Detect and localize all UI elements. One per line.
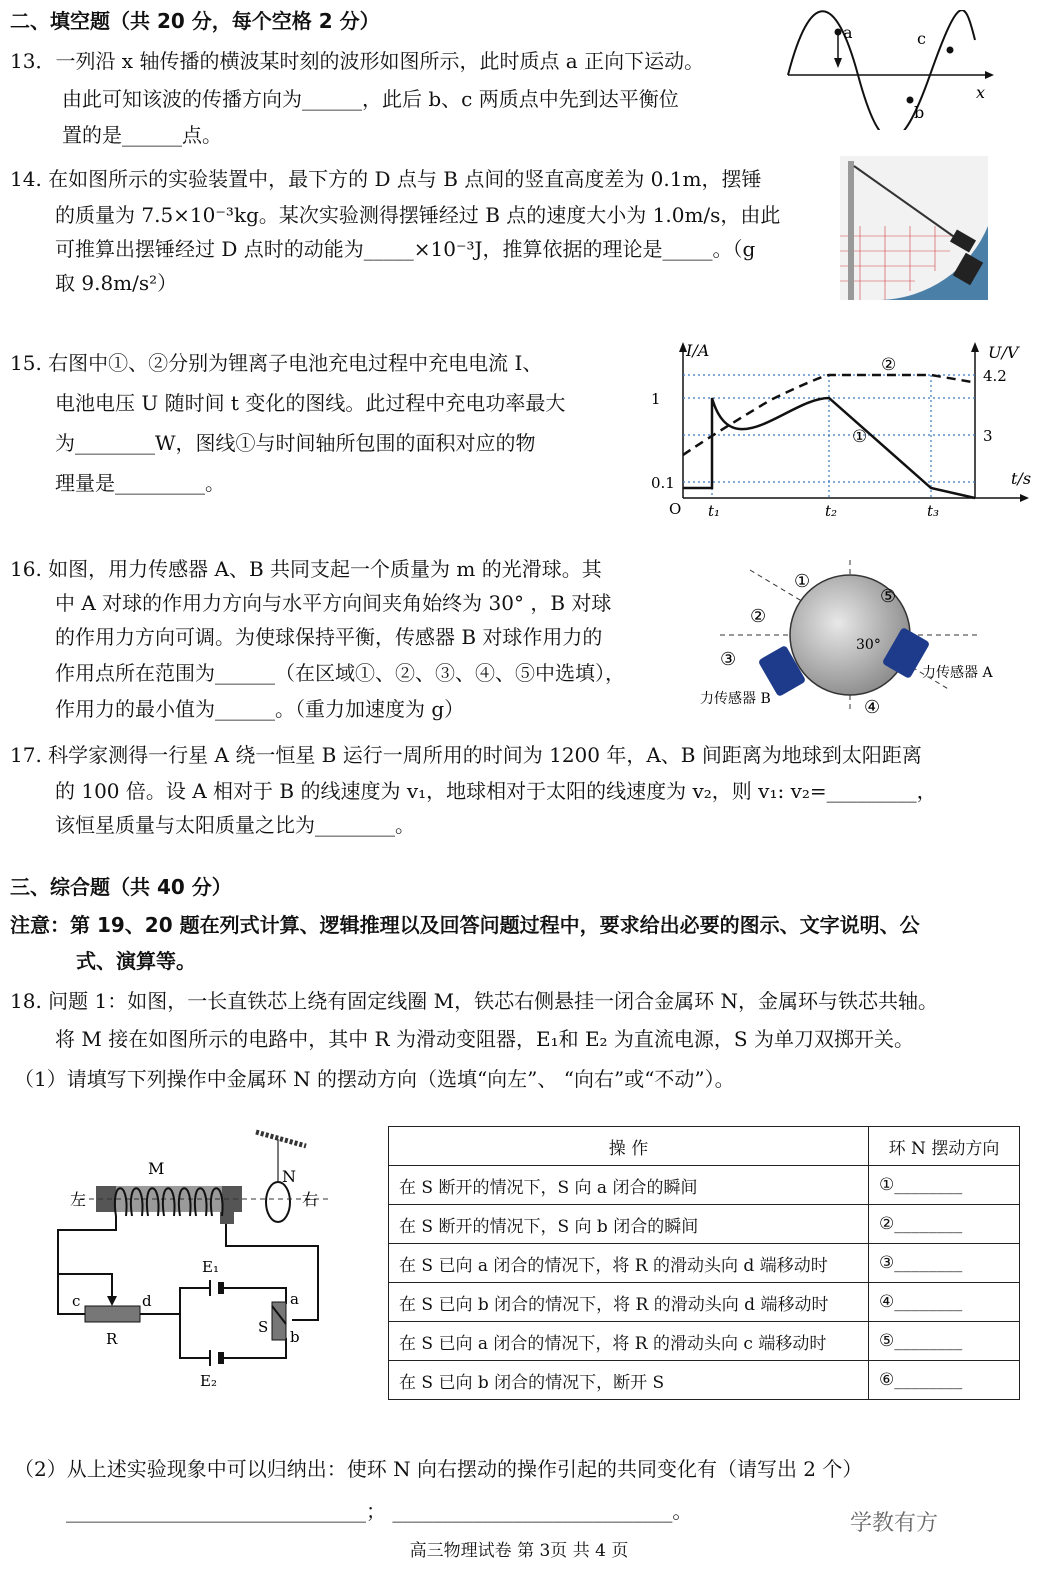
answer-blank[interactable]: ⑤________: [869, 1322, 1020, 1361]
table-row: [389, 1166, 1020, 1205]
series-label-1: ①: [852, 427, 868, 447]
region-2: ②: [750, 606, 767, 627]
battery-e2-minus: [218, 1352, 224, 1364]
q16-line5: 作用力的最小值为______。（重力加速度为 g）: [55, 697, 465, 721]
header-direction: 环 N 摆动方向: [869, 1127, 1020, 1166]
region-1: ①: [794, 571, 811, 592]
op-cell: 在 S 断开的情况下，S 向 b 闭合的瞬间: [389, 1205, 869, 1244]
label-a: a: [290, 1290, 299, 1308]
region-3: ③: [720, 649, 737, 670]
q18-line1: 18. 问题 1：如图，一长直铁芯上绕有固定线圈 M，铁芯右侧悬挂一闭合金属环 N，金属环与铁芯共轴。: [10, 989, 938, 1013]
op-cell: 在 S 已向 b 闭合的情况下，断开 S: [389, 1361, 869, 1400]
point-a: [835, 29, 842, 36]
ytick-right-1: 4.2: [983, 367, 1007, 385]
table-row: [389, 1361, 1020, 1400]
q17-line2: 的 100 倍。设 A 相对于 B 的线速度为 v₁，地球相对于太阳的线速度为 v₂，则 v₁: v₂=_________，: [55, 779, 937, 803]
label-b: b: [914, 103, 925, 122]
note-line2: 式、演算等。: [76, 949, 196, 973]
answer-blank[interactable]: ③________: [869, 1244, 1020, 1283]
q13-line2: 由此可知该波的传播方向为______，此后 b、c 两质点中先到达平衡位: [62, 87, 679, 111]
table-row: [389, 1283, 1020, 1322]
watermark: 学教有方: [850, 1511, 939, 1536]
answer-blank[interactable]: ②________: [869, 1205, 1020, 1244]
t-axis-arrow-icon: [1020, 494, 1029, 502]
pendulum-apparatus-photo: [840, 156, 988, 300]
series-current-line: [683, 398, 975, 498]
operations-table: [388, 1126, 1020, 1400]
note-line1: 注意：第 19、20 题在列式计算、逻辑推理以及回答问题过程中，要求给出必要的图示、文字说明、公: [10, 913, 920, 937]
x-axis-arrow-icon: [985, 71, 994, 79]
q16-line2: 中 A 对球的作用力方向与水平方向间夹角始终为 30° ，B 对球: [55, 591, 612, 615]
q14-line3: 可推算出摆锤经过 D 点时的动能为_____×10⁻³J，推算依据的理论是_____。（g: [55, 237, 756, 261]
label-m: M: [148, 1159, 165, 1178]
q16-line1: 16. 如图，用力传感器 A、B 共同支起一个质量为 m 的光滑球。其: [10, 557, 602, 581]
q14-line1: 14. 在如图所示的实验装置中，最下方的 D 点与 B 点间的竖直高度差为 0.1m，摆锤: [10, 167, 762, 191]
label-s: S: [258, 1318, 269, 1336]
table-row: [389, 1244, 1020, 1283]
region-4: ④: [864, 697, 881, 718]
header-operation: 操 作: [389, 1127, 869, 1166]
ylabel-left: I/A: [686, 341, 710, 360]
slider-arrow-icon: [107, 1296, 117, 1306]
answer-blank[interactable]: ④________: [869, 1283, 1020, 1322]
ytick-left-1: 1: [651, 390, 661, 408]
wave-curve: [788, 10, 975, 130]
ylabel-right: U/V: [988, 343, 1019, 362]
q17-line3: 该恒星质量与太阳质量之比为________。: [55, 813, 415, 837]
q13-line1: 13．一列沿 x 轴传播的横波某时刻的波形如图所示，此时质点 a 正向下运动。: [10, 49, 705, 73]
rheostat-r: [85, 1306, 140, 1322]
ball-sensor-figure: [690, 560, 1010, 720]
section3-heading: 三、综合题（共 40 分）: [10, 875, 232, 899]
xtick-t3: t₃: [927, 502, 940, 520]
current-voltage-chart: [645, 338, 1035, 520]
table-header-row: [389, 1127, 1020, 1166]
label-left: 左: [70, 1190, 87, 1209]
circuit-diagram: [50, 1124, 370, 1386]
label-a: a: [843, 23, 853, 42]
label-e1: E₁: [202, 1258, 219, 1276]
label-c: c: [72, 1292, 81, 1310]
q15-line1: 15. 右图中①、②分别为锂离子电池充电过程中充电电流 I、: [10, 351, 543, 375]
label-d: d: [142, 1292, 152, 1310]
battery-e1-minus: [218, 1282, 224, 1294]
xtick-t1: t₁: [708, 502, 721, 520]
q13-line3: 置的是______点。: [62, 123, 222, 147]
q14-line4: 取 9.8m/s²）: [55, 271, 178, 295]
q14-line2: 的质量为 7.5×10⁻³kg。某次实验测得摆锤经过 B 点的速度大小为 1.0m/s，由此: [55, 203, 781, 227]
guide-lines: [683, 375, 975, 498]
answer-lines[interactable]: ______________________________； ____________________________。: [66, 1499, 693, 1523]
label-b: b: [290, 1328, 300, 1346]
page-footer: 高三物理试卷 第 3页 共 4 页: [409, 1541, 629, 1561]
ceiling-support: [256, 1132, 306, 1146]
label-c: c: [917, 29, 926, 48]
op-cell: 在 S 已向 a 闭合的情况下，将 R 的滑动头向 d 端移动时: [389, 1244, 869, 1283]
q18-line2: 将 M 接在如图所示的电路中，其中 R 为滑动变阻器，E₁和 E₂ 为直流电源，S 为单刀双掷开关。: [55, 1027, 914, 1051]
u-axis-arrow-icon: [971, 342, 979, 352]
xtick-o: O: [669, 500, 682, 518]
op-cell: 在 S 断开的情况下，S 向 a 闭合的瞬间: [389, 1166, 869, 1205]
ytick-left-0: 0.1: [651, 474, 675, 492]
wave-figure: [780, 10, 1000, 130]
q15-line4: 理量是_________。: [55, 471, 225, 495]
label-x: x: [976, 83, 986, 102]
label-right: 右: [302, 1190, 319, 1209]
op-cell: 在 S 已向 a 闭合的情况下，将 R 的滑动头向 c 端移动时: [389, 1322, 869, 1361]
label-r: R: [106, 1330, 118, 1348]
region-5: ⑤: [880, 586, 897, 607]
q18-part2: （2）从上述实验现象中可以归纳出：使环 N 向右摆动的操作引起的共同变化有（请写出 2 个）: [14, 1457, 863, 1481]
answer-blank[interactable]: ⑥________: [869, 1361, 1020, 1400]
section-heading: 二、填空题（共 20 分，每个空格 2 分）: [10, 9, 380, 33]
metal-ring-n: [266, 1182, 290, 1222]
op-cell: 在 S 已向 b 闭合的情况下，将 R 的滑动头向 d 端移动时: [389, 1283, 869, 1322]
q17-line1: 17. 科学家测得一行星 A 绕一恒星 B 运行一周所用的时间为 1200 年，A、B 间距离为地球到太阳距离: [10, 743, 922, 767]
ytick-right-0: 3: [983, 427, 993, 445]
q18-part1: （1）请填写下列操作中金属环 N 的摆动方向（选填“向左”、 “向右”或“不动”）。: [14, 1067, 735, 1091]
xtick-t2: t₂: [825, 502, 838, 520]
angle-label: 30°: [856, 637, 881, 653]
point-b: [907, 97, 914, 104]
label-n: N: [282, 1167, 296, 1186]
series-label-2: ②: [881, 355, 897, 375]
sensor-b-label: 力传感器 B: [700, 691, 771, 707]
down-arrow-icon: [834, 58, 842, 68]
answer-blank[interactable]: ①________: [869, 1166, 1020, 1205]
table-row: [389, 1205, 1020, 1244]
q16-line4: 作用点所在范围为______（在区域①、②、③、④、⑤中选填），: [55, 661, 625, 685]
point-c: [947, 47, 954, 54]
q15-line3: 为________W，图线①与时间轴所包围的面积对应的物: [55, 431, 536, 455]
table-row: [389, 1322, 1020, 1361]
xlabel: t/s: [1011, 469, 1032, 488]
sensor-a-label: 力传感器 A: [922, 665, 993, 681]
q15-line2: 电池电压 U 随时间 t 变化的图线。此过程中充电功率最大: [55, 391, 566, 415]
label-e2: E₂: [200, 1372, 217, 1386]
q16-line3: 的作用力方向可调。为使球保持平衡，传感器 B 对球作用力的: [55, 625, 603, 649]
